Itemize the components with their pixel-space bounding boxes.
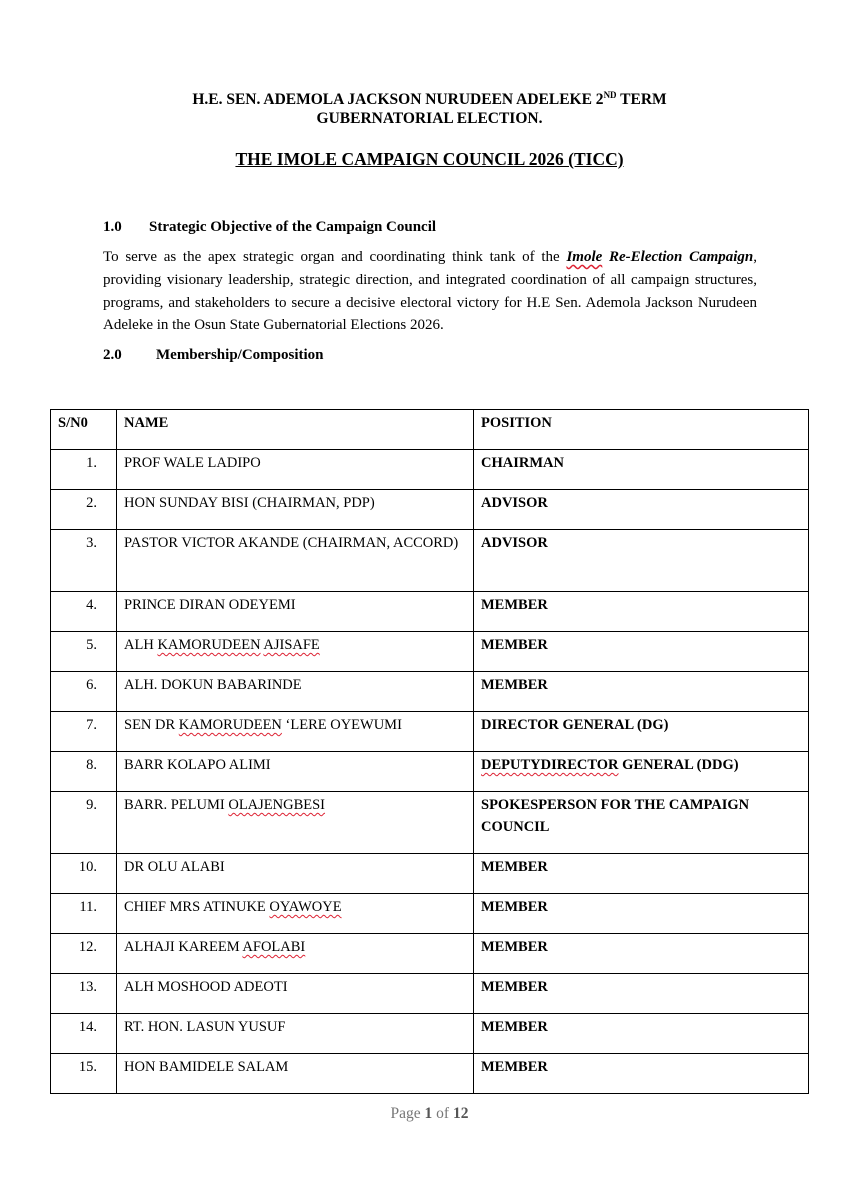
row-position: SPOKESPERSON FOR THE CAMPAIGN COUNCIL: [474, 792, 809, 854]
title-line-1-end: TERM: [616, 91, 667, 108]
row-sn: 4.: [51, 592, 117, 632]
section-2-title: Membership/Composition: [156, 347, 324, 363]
table-row: [51, 530, 809, 592]
row-name: [117, 934, 474, 974]
row-position: MEMBER: [474, 934, 809, 974]
table-row: [51, 592, 809, 632]
campaign-name-imole: Imole: [566, 249, 603, 265]
row-name: ALH MOSHOOD ADEOTI: [117, 974, 474, 1014]
table-header-row: [51, 410, 809, 450]
name-part: ‘LERE OYEWUMI: [281, 717, 402, 733]
row-position: MEMBER: [474, 854, 809, 894]
position-part-flagged: DEPUTYDIRECTOR: [481, 757, 619, 773]
campaign-name-emphasis: [566, 249, 753, 265]
table-row: [51, 712, 809, 752]
footer-of-label: of: [436, 1105, 450, 1122]
campaign-name-rest: Re-Election Campaign: [602, 249, 754, 265]
document-subtitle: THE IMOLE CAMPAIGN COUNCIL 2026 (TICC): [235, 149, 624, 169]
row-position: MEMBER: [474, 894, 809, 934]
row-sn: 8.: [51, 752, 117, 792]
header-name: NAME: [117, 410, 474, 450]
row-name: PRINCE DIRAN ODEYEMI: [117, 592, 474, 632]
section-2-heading: [103, 346, 324, 364]
row-name: HON SUNDAY BISI (CHAIRMAN, PDP): [117, 490, 474, 530]
row-name: [117, 632, 474, 672]
table-row: [51, 934, 809, 974]
row-position: [474, 752, 809, 792]
table-row: [51, 752, 809, 792]
name-part-flagged: AFOLABI: [242, 939, 306, 955]
row-position: MEMBER: [474, 974, 809, 1014]
title-line-1-text: H.E. SEN. ADEMOLA JACKSON NURUDEEN ADELEKE 2: [192, 91, 604, 108]
table-row: [51, 1054, 809, 1094]
table-row: [51, 894, 809, 934]
row-name: ALH. DOKUN BABARINDE: [117, 672, 474, 712]
paragraph-text-start: To serve as the apex strategic organ and coordinating think tank of the: [103, 249, 567, 265]
name-part-flagged: AJISAFE: [263, 637, 320, 653]
row-position: MEMBER: [474, 672, 809, 712]
name-part: ALHAJI KAREEM: [124, 939, 243, 955]
section-1-number: 1.0: [103, 219, 122, 235]
row-position: CHAIRMAN: [474, 450, 809, 490]
membership-table: [50, 409, 809, 1094]
row-sn: 9.: [51, 792, 117, 854]
name-part: BARR. PELUMI: [124, 797, 229, 813]
table-row: [51, 490, 809, 530]
row-name: DR OLU ALABI: [117, 854, 474, 894]
table-row: [51, 450, 809, 490]
row-sn: 11.: [51, 894, 117, 934]
table-row: [51, 632, 809, 672]
row-name: [117, 712, 474, 752]
row-sn: 3.: [51, 530, 117, 592]
row-position: ADVISOR: [474, 530, 809, 592]
name-part: CHIEF MRS ATINUKE: [124, 899, 270, 915]
row-position: MEMBER: [474, 592, 809, 632]
name-part-flagged: KAMORUDEEN: [157, 637, 261, 653]
row-position: ADVISOR: [474, 490, 809, 530]
footer-current-page: 1: [424, 1105, 433, 1122]
header-sn: S/N0: [51, 410, 117, 450]
section-1-title: Strategic Objective of the Campaign Council: [149, 219, 437, 235]
footer-total-pages: 12: [452, 1105, 469, 1122]
table-row: [51, 672, 809, 712]
row-name: BARR KOLAPO ALIMI: [117, 752, 474, 792]
row-sn: 7.: [51, 712, 117, 752]
section-2-number: 2.0: [103, 347, 122, 363]
table-row: [51, 792, 809, 854]
name-part-flagged: OLAJENGBESI: [228, 797, 326, 813]
row-position: MEMBER: [474, 1054, 809, 1094]
paragraph-text-end: , providing visionary leadership, strategic direction, and integrated coordination of all campaign structures, programs, and stakeholders to secure a decisive electoral victory for H.E Sen. Ademola Jackson Nurudeen Adeleke in the Osun State Gubernatorial Elections 2026.: [103, 249, 757, 334]
footer-page-label: Page: [390, 1105, 421, 1122]
table-row: [51, 854, 809, 894]
row-sn: 2.: [51, 490, 117, 530]
title-line-1: [0, 90, 859, 109]
title-superscript: ND: [603, 90, 617, 100]
row-name: RT. HON. LASUN YUSUF: [117, 1014, 474, 1054]
row-position: MEMBER: [474, 632, 809, 672]
row-sn: 5.: [51, 632, 117, 672]
row-name: [117, 894, 474, 934]
row-sn: 15.: [51, 1054, 117, 1094]
row-sn: 13.: [51, 974, 117, 1014]
row-position: DIRECTOR GENERAL (DG): [474, 712, 809, 752]
row-name: PASTOR VICTOR AKANDE (CHAIRMAN, ACCORD): [117, 530, 474, 592]
page-footer: [0, 1105, 859, 1123]
row-sn: 10.: [51, 854, 117, 894]
name-part: SEN DR: [124, 717, 179, 733]
position-part: GENERAL (DDG): [618, 757, 739, 773]
table-row: [51, 974, 809, 1014]
table-row: [51, 1014, 809, 1054]
header-position: POSITION: [474, 410, 809, 450]
row-name: HON BAMIDELE SALAM: [117, 1054, 474, 1094]
row-position: MEMBER: [474, 1014, 809, 1054]
row-sn: 1.: [51, 450, 117, 490]
section-1-paragraph: [103, 246, 757, 337]
row-name: [117, 792, 474, 854]
section-1-heading: [103, 218, 436, 236]
row-sn: 14.: [51, 1014, 117, 1054]
title-line-2: GUBERNATORIAL ELECTION.: [316, 110, 543, 127]
name-part-flagged: KAMORUDEEN: [178, 717, 282, 733]
name-part: ALH: [124, 637, 158, 653]
row-sn: 12.: [51, 934, 117, 974]
row-sn: 6.: [51, 672, 117, 712]
name-part-flagged: OYAWOYE: [269, 899, 342, 915]
row-name: PROF WALE LADIPO: [117, 450, 474, 490]
